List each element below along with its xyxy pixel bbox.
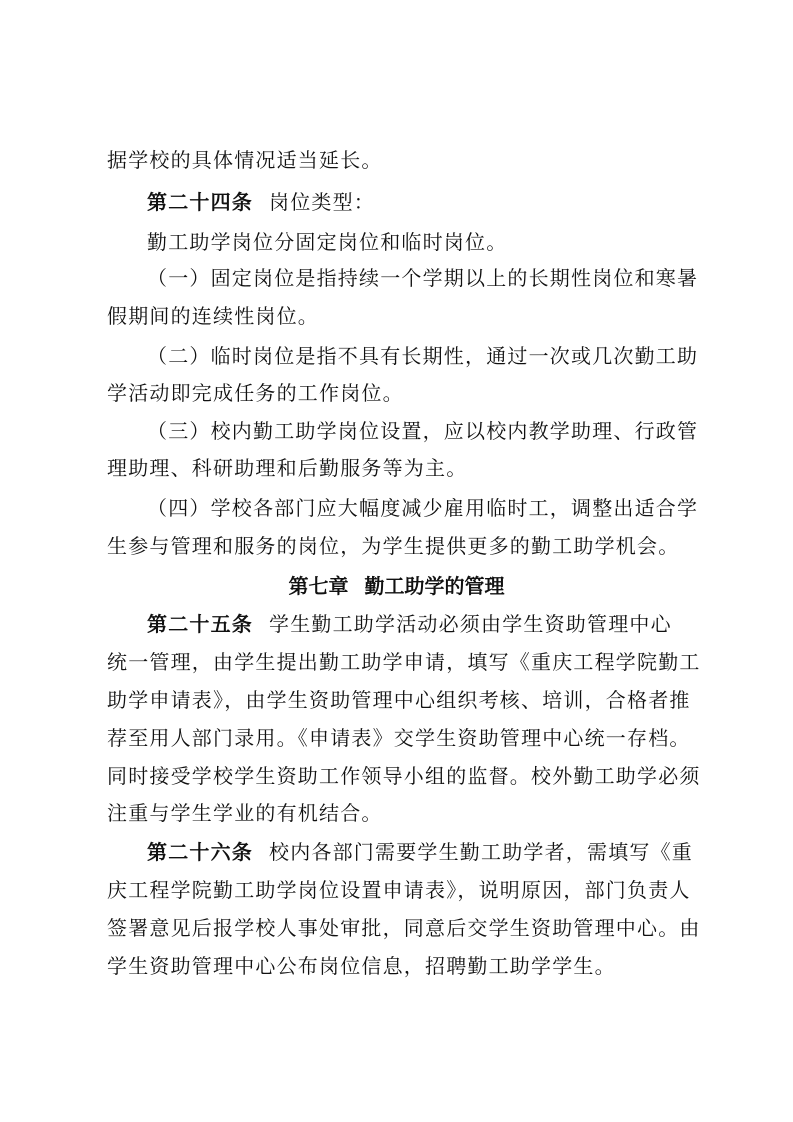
text-line: （四）学校各部门应大幅度减少雇用临时工，调整出适合学 [147, 496, 699, 520]
text-line: 理助理、科研助理和后勤服务等为主。 [107, 456, 468, 480]
text-line: 假期间的连续性岗位。 [107, 304, 319, 328]
article-24-text: 岗位类型： [269, 190, 375, 214]
chapter-number: 第七章 [288, 574, 349, 598]
text-line: 同时接受学校学生资助工作领导小组的监督。校外勤工助学必须 [107, 764, 701, 788]
text-line: 统一管理，由学生提出勤工助学申请，填写《重庆工程学院勤工 [107, 650, 701, 674]
text-line: （三）校内勤工助学岗位设置，应以校内教学助理、行政管 [147, 419, 699, 443]
text-line: （二）临时岗位是指不具有长期性，通过一次或几次勤工助 [147, 344, 699, 368]
text-line: 学活动即完成任务的工作岗位。 [107, 381, 404, 405]
text-line: 生参与管理和服务的岗位，为学生提供更多的勤工助学机会。 [107, 534, 680, 558]
article-26-text: 校内各部门需要学生勤工助学者，需填写《重 [269, 840, 693, 864]
text-line: 勤工助学岗位分固定岗位和临时岗位。 [147, 230, 508, 254]
article-24-title: 第二十四条 [147, 190, 253, 214]
chapter-heading [0, 572, 793, 600]
text-line: 助学申请表》，由学生资助管理中心组织考核、培训，合格者推 [107, 688, 691, 712]
text-line: 荐至用人部门录用。《申请表》交学生资助管理中心统一存档。 [107, 726, 691, 750]
text-line: 学生资助管理中心公布岗位信息，招聘勤工助学学生。 [107, 954, 616, 978]
article-24-line [147, 188, 375, 216]
text-line: 注重与学生学业的有机结合。 [107, 801, 383, 825]
article-25-line [147, 610, 672, 638]
article-26-title: 第二十六条 [147, 840, 253, 864]
text-line: 据学校的具体情况适当延长。 [107, 148, 383, 172]
text-line: 庆工程学院勤工助学岗位设置申请表》，说明原因，部门负责人 [107, 878, 691, 902]
text-line: 签署意见后报学校人事处审批，同意后交学生资助管理中心。由 [107, 916, 701, 940]
article-26-line [147, 838, 693, 866]
chapter-title: 勤工助学的管理 [364, 574, 505, 598]
article-25-title: 第二十五条 [147, 612, 253, 636]
article-25-text: 学生勤工助学活动必须由学生资助管理中心 [269, 612, 672, 636]
text-line: （一）固定岗位是指持续一个学期以上的长期性岗位和寒暑 [147, 266, 699, 290]
